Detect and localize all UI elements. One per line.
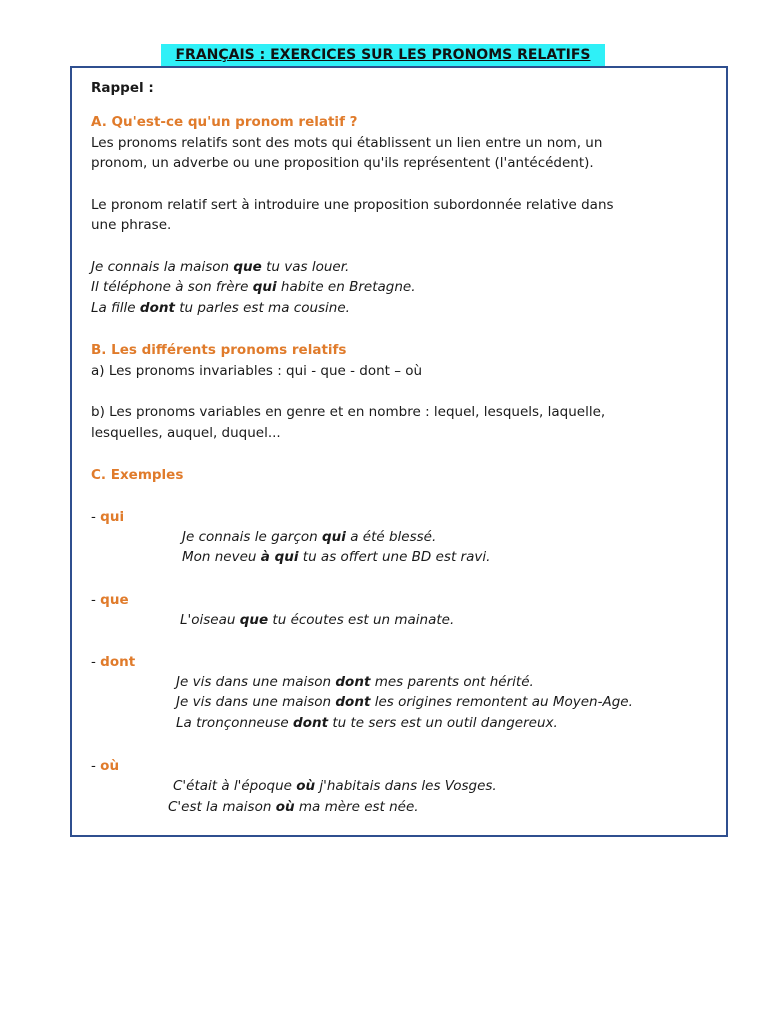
- example-text: La tronçonneuse: [176, 715, 294, 731]
- group-label-que: [91, 591, 129, 609]
- example-text: Je vis dans une maison: [176, 694, 336, 710]
- example-sentence: [168, 798, 419, 816]
- section-b-line-b2: lesquelles, auquel, duquel...: [91, 425, 281, 441]
- example-text: L'oiseau: [180, 612, 240, 628]
- example-text: mes parents ont hérité.: [370, 674, 534, 690]
- example-text: Mon neveu: [182, 549, 261, 565]
- section-a-para2-line2: une phrase.: [91, 217, 172, 233]
- example-text: tu te sers est un outil dangereux.: [328, 715, 558, 731]
- group-label: dont: [100, 654, 136, 670]
- example-text: C'était à l'époque: [173, 778, 297, 794]
- example-sentence: [176, 714, 558, 732]
- relative-pronoun: où: [296, 778, 316, 794]
- example-text: ma mère est née.: [294, 799, 419, 815]
- example-text: La fille: [91, 300, 140, 316]
- relative-pronoun: qui: [252, 279, 277, 295]
- relative-pronoun: à qui: [260, 549, 299, 565]
- relative-pronoun: que: [239, 612, 269, 628]
- page-title: FRANÇAIS : EXERCICES SUR LES PRONOMS RELATIFS: [161, 44, 605, 66]
- example-text: Je connais la maison: [91, 259, 234, 275]
- example-sentence: [176, 673, 534, 691]
- example-text: a été blessé.: [345, 529, 437, 545]
- example-text: Je vis dans une maison: [176, 674, 336, 690]
- section-a-example: [91, 278, 415, 296]
- example-text: tu écoutes est un mainate.: [268, 612, 455, 628]
- section-a-heading: A. Qu'est-ce qu'un pronom relatif ?: [91, 114, 358, 130]
- group-label-ou: [91, 757, 119, 775]
- group-label-dont: [91, 653, 135, 671]
- example-sentence: [182, 528, 436, 546]
- rappel-label: Rappel :: [91, 80, 154, 96]
- group-label: que: [100, 592, 129, 608]
- group-label: qui: [100, 509, 125, 525]
- relative-pronoun: dont: [139, 300, 175, 316]
- section-b-line-a: a) Les pronoms invariables : qui - que - dont – où: [91, 363, 423, 379]
- example-text: Je connais le garçon: [182, 529, 322, 545]
- section-b-line-b1: b) Les pronoms variables en genre et en nombre : lequel, lesquels, laquelle,: [91, 404, 606, 420]
- example-text: C'est la maison: [168, 799, 276, 815]
- example-text: habite en Bretagne.: [276, 279, 416, 295]
- group-label: où: [100, 758, 120, 774]
- relative-pronoun: qui: [322, 529, 346, 545]
- example-text: tu vas louer.: [261, 259, 350, 275]
- group-dash: -: [91, 654, 101, 670]
- section-a-para1-line2: pronom, un adverbe ou une proposition qu'ils représentent (l'antécédent).: [91, 155, 594, 171]
- section-c-heading: C. Exemples: [91, 467, 184, 483]
- group-dash: -: [91, 592, 101, 608]
- group-dash: -: [91, 509, 101, 525]
- group-dash: -: [91, 758, 101, 774]
- relative-pronoun: dont: [335, 674, 371, 690]
- section-a-para1-line1: Les pronoms relatifs sont des mots qui établissent un lien entre un nom, un: [91, 135, 603, 151]
- relative-pronoun: que: [233, 259, 262, 275]
- example-sentence: [182, 548, 490, 566]
- section-a-para2-line1: Le pronom relatif sert à introduire une proposition subordonnée relative dans: [91, 197, 614, 213]
- example-text: les origines remontent au Moyen-Age.: [370, 694, 633, 710]
- example-text: tu parles est ma cousine.: [174, 300, 350, 316]
- example-sentence: [173, 777, 497, 795]
- group-label-qui: [91, 508, 124, 526]
- section-a-example: [91, 258, 349, 276]
- section-b-heading: B. Les différents pronoms relatifs: [91, 342, 347, 358]
- example-sentence: [180, 611, 454, 629]
- example-text: j'habitais dans les Vosges.: [315, 778, 497, 794]
- example-text: tu as offert une BD est ravi.: [298, 549, 491, 565]
- example-text: Il téléphone à son frère: [91, 279, 253, 295]
- relative-pronoun: dont: [293, 715, 329, 731]
- example-sentence: [176, 693, 633, 711]
- relative-pronoun: où: [275, 799, 295, 815]
- section-a-example: [91, 299, 350, 317]
- relative-pronoun: dont: [335, 694, 371, 710]
